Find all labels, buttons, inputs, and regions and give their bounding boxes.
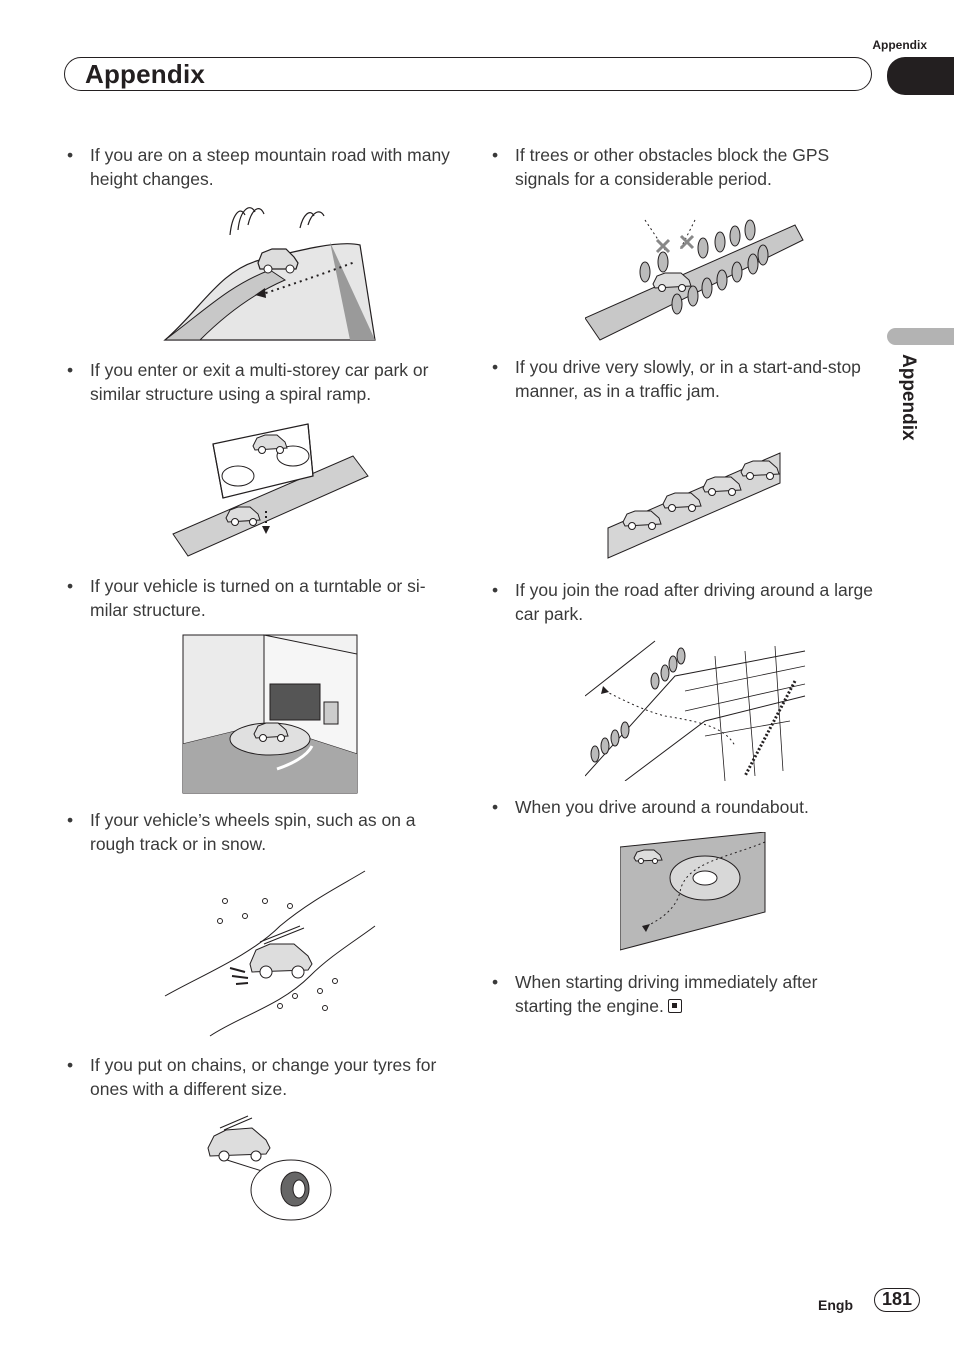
section-tab xyxy=(887,57,954,95)
list-item-text: If you enter or exit a multi-storey car park or similar structure using a spiral ramp. xyxy=(90,360,429,404)
car-on-mountain-road-illustration xyxy=(160,200,380,345)
page-number: 181 xyxy=(874,1288,920,1312)
list-item: • If you drive very slowly, or in a start-and-stop manner, as in a traffic jam. xyxy=(492,357,861,401)
car-in-snow-illustration xyxy=(160,866,380,1042)
list-item: • If your vehicle is turned on a turntable or si-milar structure. xyxy=(67,576,426,620)
list-item: • When starting driving immediately after starting the engine. xyxy=(492,972,818,1016)
list-item-text: If your vehicle is turned on a turntable or si-milar structure. xyxy=(90,576,426,620)
list-item-text: If your vehicle’s wheels spin, such as on a rough track or in snow. xyxy=(90,810,416,854)
page-title: Appendix xyxy=(85,59,206,89)
trees-blocking-gps-illustration xyxy=(585,200,805,342)
car-tyre-chains-illustration xyxy=(205,1112,335,1222)
section-title-bar xyxy=(64,57,872,91)
list-item-text: If trees or other obstacles block the GPS signals for a considerable period. xyxy=(515,145,830,189)
list-item-text: If you are on a steep mountain road with many height changes. xyxy=(90,145,450,189)
footer-language: Engb xyxy=(818,1297,853,1313)
large-car-park-illustration xyxy=(585,636,807,781)
list-item: • If you join the road after driving around a large car park. xyxy=(492,580,873,624)
traffic-jam-illustration xyxy=(605,448,785,563)
list-item: • If your vehicle’s wheels spin, such as on a rough track or in snow. xyxy=(67,810,416,854)
list-item: • When you drive around a roundabout. xyxy=(492,797,809,817)
list-item: • If you are on a steep mountain road with many height changes. xyxy=(67,145,450,189)
car-on-turntable-illustration xyxy=(182,634,358,794)
car-park-spiral-ramp-illustration xyxy=(168,416,376,561)
running-header: Appendix xyxy=(872,38,927,52)
list-item: • If trees or other obstacles block the GPS signals for a considerable period. xyxy=(492,145,830,189)
list-item-text: If you put on chains, or change your tyres for ones with a different size. xyxy=(90,1055,437,1099)
list-item: • If you enter or exit a multi-storey car park or similar structure using a spiral ramp. xyxy=(67,360,429,404)
list-item: • If you put on chains, or change your tyres for ones with a different size. xyxy=(67,1055,437,1099)
end-mark-icon xyxy=(668,999,682,1013)
list-item-text: When starting driving immediately after starting the engine. xyxy=(515,972,818,1016)
list-item-text: If you join the road after driving around a large car park. xyxy=(515,580,873,624)
list-item-text: When you drive around a roundabout. xyxy=(515,797,809,817)
list-item-text: If you drive very slowly, or in a start-and-stop manner, as in a traffic jam. xyxy=(515,357,861,401)
side-tab-marker xyxy=(887,328,954,345)
roundabout-illustration xyxy=(620,832,768,954)
side-section-label: Appendix xyxy=(898,354,919,441)
